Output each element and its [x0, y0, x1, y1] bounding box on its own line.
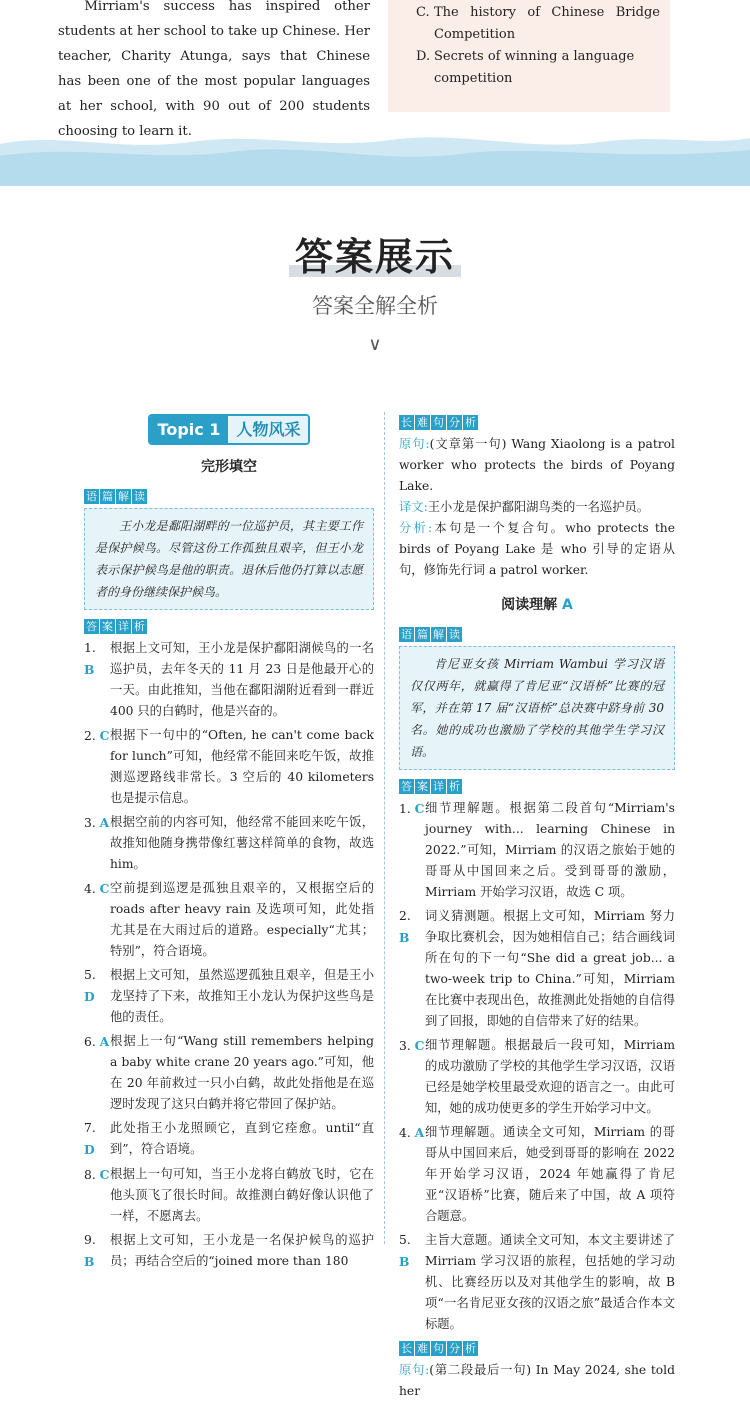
- answer-text: 此处指王小龙照顾它，直到它痊愈。until“直到”，符合语境。: [110, 1121, 374, 1156]
- tag-char: 分: [449, 416, 460, 429]
- num-text: 2.: [399, 909, 411, 923]
- tag-char: 句: [433, 416, 444, 429]
- answer-text: 细节理解题。通读全文可知，Mirriam 的哥哥从中国回来后，她受到哥哥的影响在 2022 年开始学习汉语，2024 年她赢得了肯尼亚“汉语桥”比赛，随后来了中国，故 A 项符合题意。: [425, 1125, 675, 1223]
- option-c-text: The history of Chinese Bridge Competition: [434, 5, 660, 42]
- tag-char: 解: [433, 628, 444, 641]
- answer-letter: B: [399, 930, 410, 945]
- option-c-letter: C.: [416, 5, 430, 20]
- num-text: 1.: [84, 641, 96, 655]
- tag-reading: [399, 627, 463, 642]
- answer-letter: C: [99, 1167, 110, 1182]
- answer-text: 词义猜测题。根据上文可知，Mirriam 努力争取比赛机会，因为她相信自己；结合画线词所在句的下一句“She did a great job... a two-week trip to China.”可知，Mirriam 在比赛中表现出色，故推测此处指她的自信得到了回报，即她的自信带来了好的结果。: [425, 909, 675, 1028]
- answer-letter: C: [414, 801, 425, 816]
- answer-letter: A: [414, 1125, 425, 1140]
- analysis: [399, 518, 675, 581]
- tag-char: 析: [134, 620, 145, 633]
- reading-title-text: 阅读理解: [501, 597, 558, 613]
- num-text: 3.: [399, 1039, 411, 1053]
- answer-text: 根据上文可知，王小龙是一名保护候鸟的巡护员；再结合空后的“joined more than 180: [110, 1233, 374, 1268]
- tag-char: 读: [449, 628, 460, 641]
- tag-char: 析: [449, 780, 460, 793]
- answer-num: [399, 1230, 425, 1335]
- tag-answers: [84, 619, 148, 634]
- answer-letter: C: [99, 728, 110, 743]
- answer-item: [84, 1118, 374, 1161]
- tag-char: 析: [465, 1342, 476, 1355]
- answer-item: [84, 1031, 374, 1115]
- summary-box: [399, 646, 675, 770]
- answer-text: 根据上一句“Wang still remembers helping a baby white crane 20 years ago.”可知，他在 20 年前救过一只小白鹤，故此处指他是在巡逻时发现了这只白鹤并将它带回了保护站。: [110, 1034, 374, 1111]
- num-text: 9.: [84, 1233, 96, 1247]
- answer-num: [84, 1031, 110, 1115]
- answer-letter: B: [399, 1254, 410, 1269]
- option-c: [416, 2, 660, 46]
- column-divider: [384, 412, 385, 1244]
- tag-char: 难: [417, 1342, 428, 1355]
- tag-char: 难: [417, 416, 428, 429]
- answer-letter: B: [84, 1254, 95, 1269]
- answer-text: 根据上文可知，虽然巡逻孤独且艰辛，但是王小龙坚持了下来，故推知王小龙认为保护这些鸟是他的责任。: [110, 968, 374, 1024]
- tag-char: 读: [134, 490, 145, 503]
- tag-char: 篇: [102, 490, 113, 503]
- answer-item: [399, 798, 675, 903]
- topic-banner: [84, 414, 374, 445]
- page-subtitle: 答案全解全析: [312, 294, 438, 318]
- answer-item: [399, 906, 675, 1032]
- option-d-letter: D.: [416, 49, 431, 64]
- answer-item: [399, 1230, 675, 1335]
- answer-letter: A: [99, 815, 110, 830]
- num-text: 6.: [84, 1035, 96, 1049]
- answer-item: [84, 878, 374, 962]
- num-text: 5.: [84, 968, 96, 982]
- tag-char: 解: [118, 490, 129, 503]
- summary-text: 王小龙是鄱阳湖畔的一位巡护员，其主要工作是保护候鸟。尽管这份工作孤独且艰辛，但王小龙表示保护候鸟是他的职责。退休后他仍打算以志愿者的身份继续保护候鸟。: [95, 519, 363, 599]
- answer-letter: C: [414, 1038, 425, 1053]
- answer-item: [399, 1122, 675, 1227]
- answer-letter: D: [84, 1142, 95, 1157]
- answer-text: 根据上文可知，王小龙是保护鄱阳湖候鸟的一名巡护员，去年冬天的 11 月 23 日是他最开心的一天。由此推知，当他在鄱阳湖附近看到一群近 400 只的白鹤时，他是兴奋的。: [110, 641, 374, 718]
- num-text: 7.: [84, 1121, 96, 1135]
- page-title-text: 答案展示: [294, 235, 455, 279]
- translation-text: 王小龙是保护鄱阳湖鸟类的一名巡护员。: [427, 500, 650, 514]
- answer-num: [84, 965, 110, 1028]
- right-column: [399, 412, 675, 1402]
- translation: [399, 497, 675, 518]
- tag-char: 详: [118, 620, 129, 633]
- summary-text: 肯尼亚女孩 Mirriam Wambui 学习汉语仅仅两年，就赢得了肯尼亚“汉语桥”比赛的冠军，并在第 17 届“汉语桥”总决赛中跻身前 30 名。她的成功也激励了学校的其他学生学习汉语。: [410, 657, 664, 759]
- answer-num: [84, 638, 110, 722]
- left-column: [84, 412, 374, 1276]
- num-text: 4.: [399, 1126, 411, 1140]
- answer-text: 主旨大意题。通读全文可知，本文主要讲述了 Mirriam 学习汉语的旅程，包括她的学习动机、比赛经历以及对其他学生的影响，故 B 项“一名肯尼亚女孩的汉语之旅”最适合作本文标题。: [425, 1233, 675, 1331]
- tag-reading: [84, 489, 148, 504]
- tag-char: 语: [86, 490, 97, 503]
- original-text: (第二段最后一句) In May 2024, she told her: [399, 1363, 675, 1398]
- original-text: (文章第一句) Wang Xiaolong is a patrol worker who protects the birds of Poyang Lake.: [399, 437, 675, 493]
- answer-letter: B: [84, 662, 95, 677]
- reading-title-suffix: A: [562, 597, 573, 613]
- answer-num: [84, 878, 110, 962]
- tag-char: 析: [465, 416, 476, 429]
- tag-char: 长: [401, 416, 412, 429]
- title-wrap: [0, 226, 750, 281]
- answer-text: 根据上一句可知，当王小龙将白鹤放飞时，它在他头顶飞了很长时间。故推测白鹤好像认识他了一样，不愿离去。: [110, 1167, 374, 1223]
- answer-num: [84, 812, 110, 875]
- num-text: 8.: [84, 1168, 96, 1182]
- answer-item: [84, 965, 374, 1028]
- chevron-down-icon: ∨: [368, 334, 382, 355]
- answer-letter: D: [84, 989, 95, 1004]
- original-label: 原句:: [399, 1363, 430, 1377]
- answer-num: [399, 1122, 425, 1227]
- top-passage-text: Mirriam's success has inspired other students at her school to take up Chinese. Her teacher, Charity Atunga, says that Chinese has been one of the most popular languages at her school, with 90 out of 200 students choosing to learn it.: [58, 0, 371, 139]
- answer-item: [399, 1035, 675, 1119]
- analysis-text: 本句是一个复合句。who protects the birds of Poyang Lake 是 who 引导的定语从句，修饰先行词 a patrol worker.: [399, 521, 675, 577]
- answer-text: 细节理解题。根据最后一段可知，Mirriam 的成功激励了学校的其他学生学习汉语，汉语已经是她学校里最受欢迎的语言之一。由此可知，她的成功使更多的学生开始学习中文。: [425, 1038, 675, 1115]
- num-text: 1.: [399, 802, 411, 816]
- options-box: [388, 0, 670, 112]
- tag-char: 篇: [417, 628, 428, 641]
- option-d: [416, 46, 660, 90]
- page-title: [295, 226, 455, 281]
- num-text: 3.: [84, 816, 96, 830]
- num-text: 2.: [84, 729, 96, 743]
- translation-label: 译文:: [399, 500, 428, 514]
- analysis-label: 分析:: [399, 521, 433, 535]
- section-title-cloze: 完形填空: [201, 459, 257, 475]
- tag-answers: [399, 779, 463, 794]
- answer-num: [399, 798, 425, 903]
- answer-text: 细节理解题。根据第二段首句“Mirriam's journey with... learning Chinese in 2022.”可知，Mirriam 的汉语之旅始于她的哥哥从中国回来之后。受到哥哥的激励，Mirriam 开始学习汉语，故选 C 项。: [425, 801, 675, 899]
- tag-char: 分: [449, 1342, 460, 1355]
- section-title-reading: [399, 595, 675, 616]
- original-label: 原句:: [399, 437, 430, 451]
- answer-text: 根据下一句中的“Often, he can't come back for lunch”可知，他经常不能回来吃午饭，故推测巡逻路线非常长。3 空后的 40 kilometers 也是提示信息。: [110, 728, 374, 805]
- answer-letter: C: [99, 881, 110, 896]
- tag-char: 答: [401, 780, 412, 793]
- answer-text: 根据空前的内容可知，他经常不能回来吃午饭，故推知他随身携带像红薯这样简单的食物，故选 him。: [110, 815, 374, 871]
- answer-num: [399, 906, 425, 1032]
- num-text: 4.: [84, 882, 96, 896]
- tag-long-sentence-2: [399, 1341, 479, 1356]
- answer-num: [84, 725, 110, 809]
- answer-num: [84, 1230, 110, 1273]
- answer-item: [84, 638, 374, 722]
- num-text: 5.: [399, 1233, 411, 1247]
- tag-char: 句: [433, 1342, 444, 1355]
- tag-char: 长: [401, 1342, 412, 1355]
- answer-item: [84, 812, 374, 875]
- answer-item: [84, 725, 374, 809]
- wave-divider: [0, 122, 750, 186]
- topic-name: 人物风采: [228, 416, 308, 443]
- tag-char: 答: [86, 620, 97, 633]
- answer-num: [84, 1118, 110, 1161]
- answer-text: 空前提到巡逻是孤独且艰辛的，又根据空后的 roads after heavy rain 及选项可知，此处指尤其是在大雨过后的道路。especially“尤其；特别”，符合语境。: [110, 881, 374, 958]
- answer-num: [84, 1164, 110, 1227]
- original-sentence-2: [399, 1360, 675, 1402]
- topic-pill: [148, 414, 311, 445]
- answer-item: [84, 1230, 374, 1273]
- option-d-text: Secrets of winning a language competition: [434, 49, 635, 86]
- answer-item: [84, 1164, 374, 1227]
- tag-char: 案: [102, 620, 113, 633]
- answer-letter: A: [99, 1034, 110, 1049]
- answer-num: [399, 1035, 425, 1119]
- summary-box: [84, 508, 374, 610]
- original-sentence: [399, 434, 675, 497]
- tag-char: 语: [401, 628, 412, 641]
- tag-long-sentence: [399, 415, 479, 430]
- tag-char: 案: [417, 780, 428, 793]
- topic-label: Topic 1: [150, 416, 229, 443]
- tag-char: 详: [433, 780, 444, 793]
